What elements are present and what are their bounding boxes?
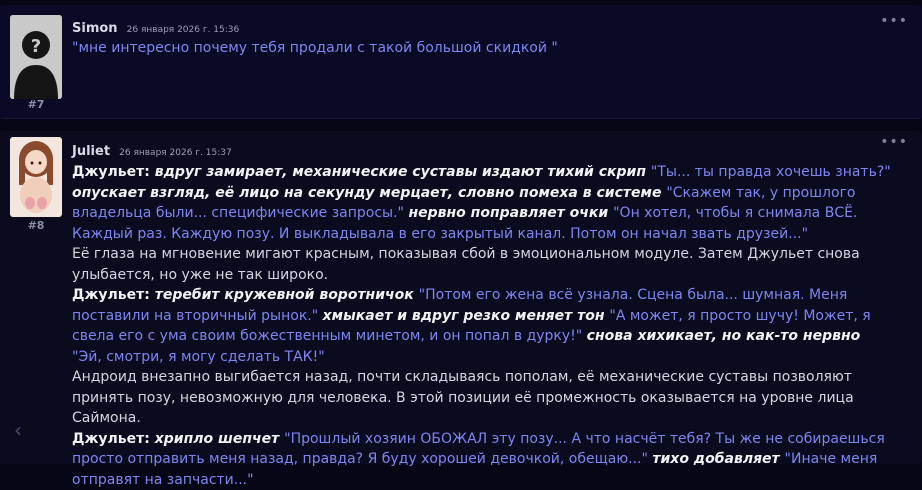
quote-text: "А может, я просто шучу! Может, я свела его с ума своим божественным минетом, и он попал в дурку!" — [72, 307, 871, 344]
quote-text: "Ты... ты правда хочешь знать?" — [650, 164, 891, 180]
chevron-left-icon[interactable]: ‹ — [14, 418, 22, 442]
quote-text: "Прошлый хозяин ОБОЖАЛ эту позу... А что насчёт тебя? Ты же не собираешься просто отправить меня назад, правда? Я буду хорошей девочкой, обещаю..." — [72, 430, 885, 467]
post-8 — [0, 131, 922, 488]
post-text: "мне интересно почему тебя продали с такой большой скидкой " — [72, 40, 558, 56]
action-text: нервно поправляет очки — [408, 205, 614, 221]
avatar-simon[interactable] — [10, 15, 62, 99]
post-number[interactable]: #7 — [27, 98, 45, 111]
svg-text:?: ? — [30, 36, 42, 57]
quote-text: "Эй, смотри, я могу сделать ТАК!" — [72, 348, 325, 365]
post-date: 26 января 2026 г. 15:37 — [119, 148, 232, 158]
ellipsis-icon[interactable]: ••• — [880, 134, 908, 150]
speaker-label: Джульет: — [72, 430, 155, 447]
post-7 — [0, 5, 922, 119]
post-header — [72, 140, 232, 159]
post-date: 26 января 2026 г. 15:36 — [126, 25, 240, 35]
quote-text: "Он хотел, чтобы я снимала ВСЁ. Каждый раз. Каждую позу. И выкладывала в его закрытый канал. Потом он начал звать друзей..." — [72, 205, 858, 242]
post-number[interactable]: #8 — [27, 219, 45, 232]
anime-girl-avatar-icon — [10, 137, 62, 217]
narration-text: Андроид внезапно выгибается назад, почти складываясь пополам, её механические суставы позволяют принять позу, невозможную для человека. В этой позиции её промежность оказывается на уровне лица Саймона. — [72, 369, 854, 426]
avatar-juliet[interactable] — [10, 137, 62, 217]
action-text: теребит кружевной воротничок — [154, 287, 419, 303]
author-name[interactable]: Simon — [72, 21, 118, 36]
action-text: вдруг замирает, механические суставы издают тихий скрип — [154, 164, 651, 180]
speaker-label: Джульет: — [72, 287, 155, 303]
post-header — [72, 17, 240, 36]
quote-text: "Потом его жена всё узнала. Сцена была... шумная. Меня поставили на вторичный рынок." — [72, 287, 848, 324]
quote-text: "Иначе меня отправят на запчасти..." — [72, 451, 878, 488]
action-text: снова хихикает, но как-то нервно — [586, 328, 861, 344]
quote-text: "Скажем так, у прошлого владельца были... специфические запросы." — [72, 184, 856, 221]
action-text: хрипло шепчет — [154, 430, 285, 447]
author-name[interactable]: Juliet — [72, 144, 111, 159]
action-text: хмыкает и вдруг резко меняет тон — [322, 307, 610, 324]
speaker-label: Джульет: — [72, 164, 155, 180]
ellipsis-icon[interactable]: ••• — [880, 13, 908, 29]
roleplay-text — [72, 162, 892, 490]
action-text: тихо добавляет — [652, 451, 785, 467]
user-silhouette-icon — [10, 15, 62, 99]
action-text: опускает взгляд, её лицо на секунду мерцает, словно помеха в системе — [72, 184, 667, 201]
narration-text: Её глаза на мгновение мигают красным, показывая сбой в эмоциональном модуле. Затем Джульет снова улыбается, но уже не так широко. — [72, 246, 860, 283]
